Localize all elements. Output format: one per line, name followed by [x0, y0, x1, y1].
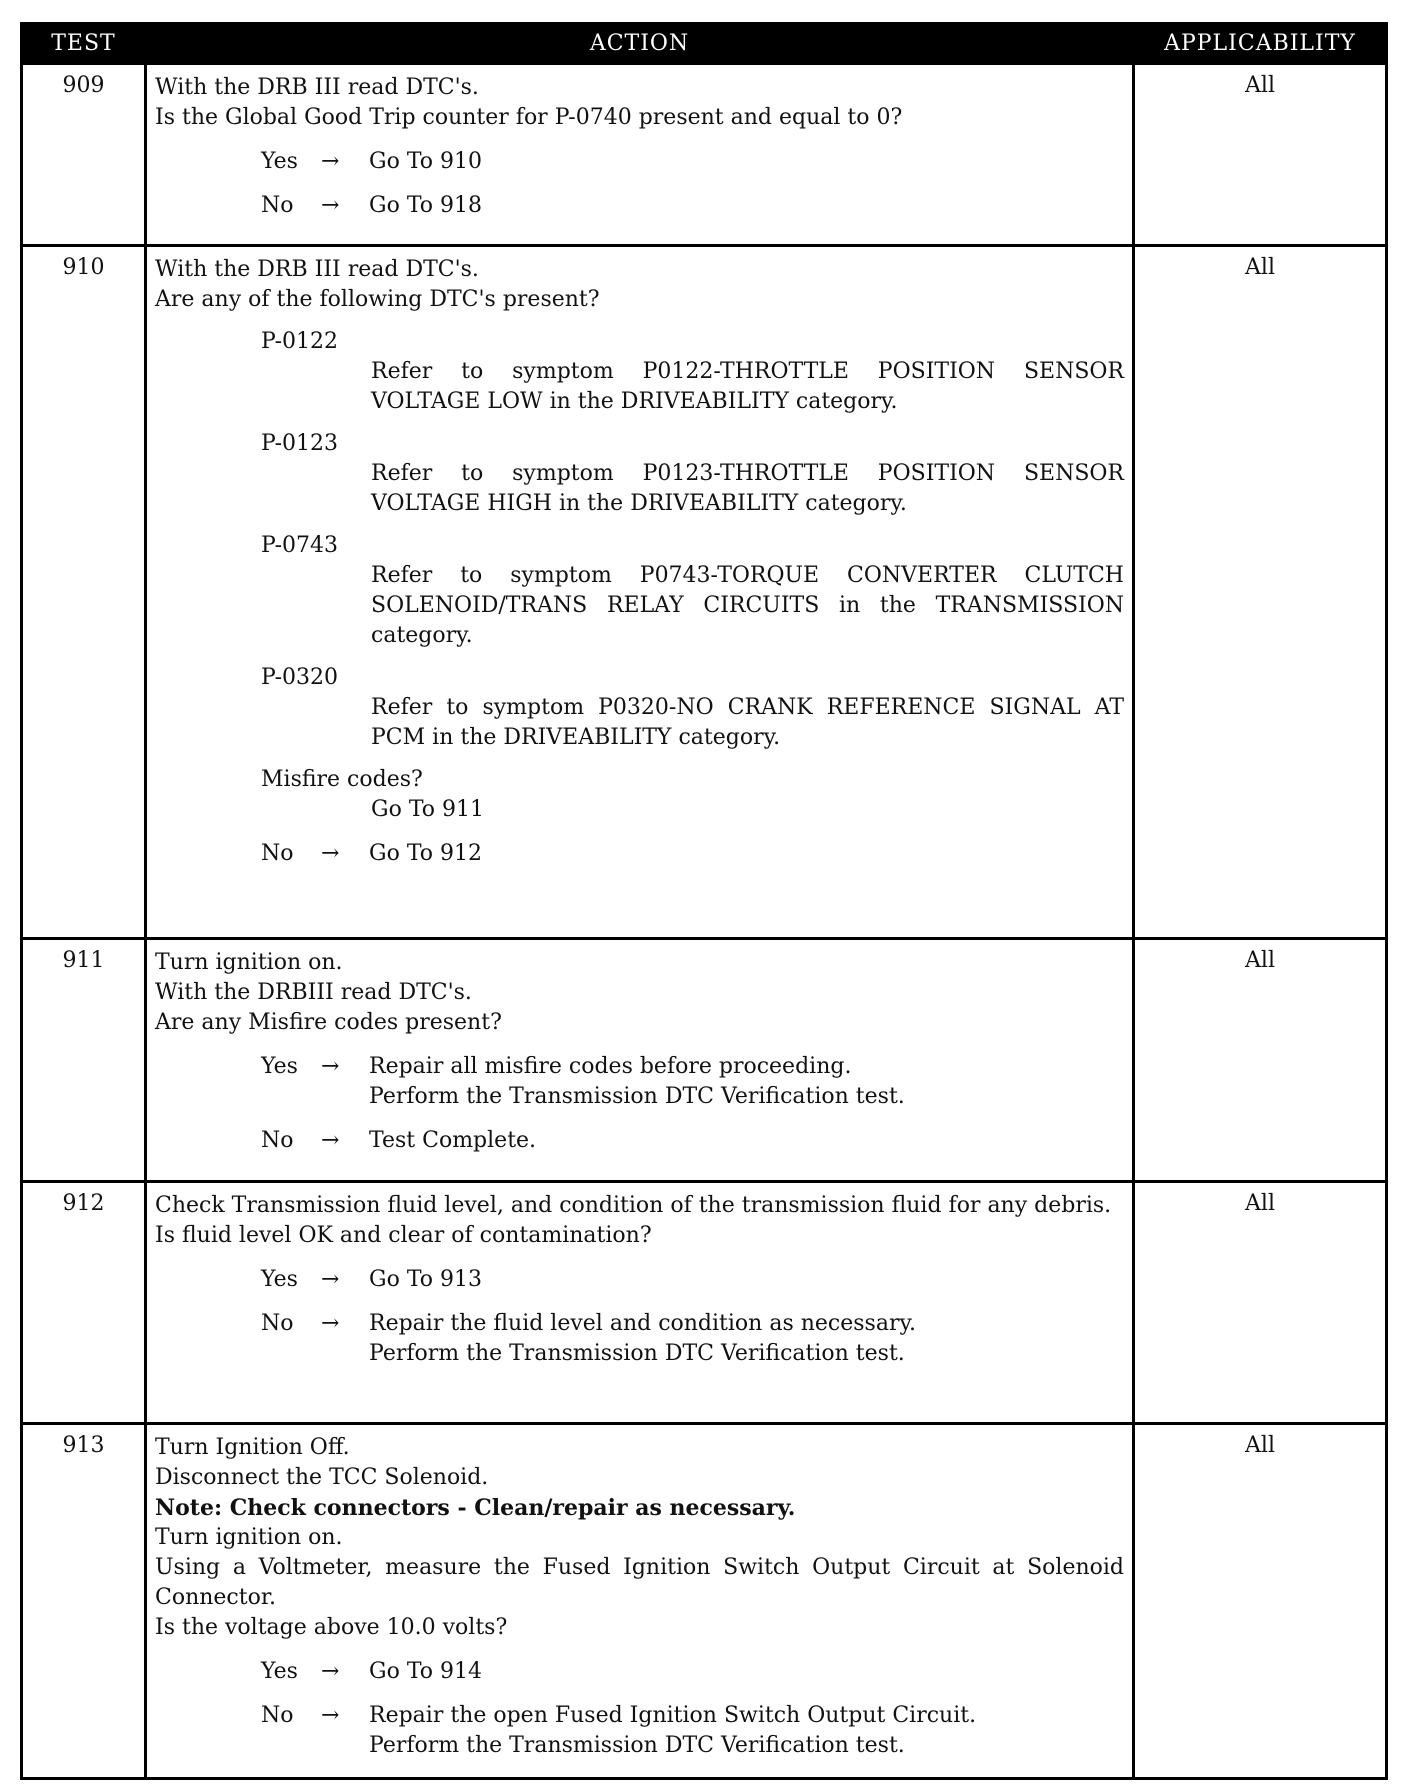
action-line: Using a Voltmeter, measure the Fused Ignition Switch Output Circuit at Solenoid Connector.: [155, 1555, 1124, 1610]
arrow-icon: →: [321, 1659, 340, 1684]
no-answer: [155, 1309, 1124, 1369]
action-line: Is fluid level OK and clear of contamination?: [155, 1223, 652, 1248]
result-line: Perform the Transmission DTC Verification test.: [369, 1733, 905, 1758]
no-result: [369, 1126, 1124, 1156]
action-line: Turn Ignition Off.: [155, 1435, 350, 1460]
dtc-reference: Refer to symptom P0320-NO CRANK REFERENCE SIGNAL AT PCM in the DRIVEABILITY category.: [371, 695, 1124, 750]
dtc-code: P-0743: [261, 533, 339, 558]
test-number: 909: [22, 64, 146, 246]
action-line: Turn ignition on.: [155, 950, 343, 975]
arrow-icon: →: [321, 1311, 340, 1336]
result-line: Perform the Transmission DTC Verification test.: [369, 1341, 905, 1366]
result-line: Go To 914: [369, 1659, 483, 1684]
action-cell: [146, 64, 1134, 246]
table-row: [22, 939, 1387, 1182]
action-line: Turn ignition on.: [155, 1525, 343, 1550]
action-line: Is the voltage above 10.0 volts?: [155, 1615, 508, 1640]
dtc-code: P-0320: [261, 665, 339, 690]
action-line: Disconnect the TCC Solenoid.: [155, 1465, 489, 1490]
no-result: [369, 191, 1124, 221]
result-line: Perform the Transmission DTC Verification test.: [369, 1084, 905, 1109]
action-cell: [146, 939, 1134, 1182]
table-row: [22, 1424, 1387, 1779]
yes-label: Yes: [261, 1659, 298, 1684]
no-result: [369, 1309, 1124, 1369]
test-number: 913: [22, 1424, 146, 1779]
action-cell: [146, 246, 1134, 939]
action-cell: [146, 1182, 1134, 1424]
result-line: Repair all misfire codes before proceeding.: [369, 1054, 852, 1079]
column-header-test: TEST: [22, 24, 146, 64]
table-header-row: [22, 24, 1387, 64]
applicability: All: [1134, 64, 1387, 246]
misfire-question: Misfire codes?: [261, 767, 423, 792]
no-answer: [155, 1701, 1124, 1761]
no-label: No: [261, 193, 294, 218]
dtc-reference: Refer to symptom P0123-THROTTLE POSITION SENSOR VOLTAGE HIGH in the DRIVEABILITY category.: [371, 461, 1124, 516]
diagnostic-test-table: [20, 22, 1388, 1780]
misfire-result: Go To 911: [371, 797, 485, 822]
no-answer: [155, 839, 1124, 869]
test-number: 911: [22, 939, 146, 1182]
table-row: [22, 64, 1387, 246]
result-line: Go To 910: [369, 149, 483, 174]
arrow-icon: →: [321, 1267, 340, 1292]
no-answer: [155, 191, 1124, 221]
result-line: Test Complete.: [369, 1128, 537, 1153]
column-header-applicability: APPLICABILITY: [1134, 24, 1387, 64]
yes-answer: [155, 1052, 1124, 1112]
action-line: Are any of the following DTC's present?: [155, 287, 600, 312]
yes-answer: [155, 1657, 1124, 1687]
no-result: [369, 839, 1124, 869]
result-line: Go To 918: [369, 193, 483, 218]
arrow-icon: →: [321, 149, 340, 174]
test-number: 912: [22, 1182, 146, 1424]
yes-answer: [155, 1265, 1124, 1295]
no-answer: [155, 1126, 1124, 1156]
arrow-icon: →: [321, 1128, 340, 1153]
table-row: [22, 246, 1387, 939]
no-result: [369, 1701, 1124, 1761]
arrow-icon: →: [321, 1703, 340, 1728]
yes-label: Yes: [261, 1054, 298, 1079]
yes-label: Yes: [261, 149, 298, 174]
dtc-code: P-0122: [261, 329, 339, 354]
result-line: Go To 913: [369, 1267, 483, 1292]
test-number: 910: [22, 246, 146, 939]
arrow-icon: →: [321, 193, 340, 218]
no-label: No: [261, 1311, 294, 1336]
no-label: No: [261, 1128, 294, 1153]
yes-result: [369, 147, 1124, 177]
yes-result: [369, 1265, 1124, 1295]
table-row: [22, 1182, 1387, 1424]
applicability: All: [1134, 1424, 1387, 1779]
action-line: With the DRB III read DTC's.: [155, 75, 479, 100]
dtc-reference: Refer to symptom P0743-TORQUE CONVERTER CLUTCH SOLENOID/TRANS RELAY CIRCUITS in the TRANSMISSION category.: [371, 563, 1124, 648]
yes-result: [369, 1657, 1124, 1687]
arrow-icon: →: [321, 841, 340, 866]
result-line: Repair the open Fused Ignition Switch Output Circuit.: [369, 1703, 977, 1728]
column-header-action: ACTION: [146, 24, 1134, 64]
result-line: Go To 912: [369, 841, 483, 866]
action-line: With the DRBIII read DTC's.: [155, 980, 472, 1005]
arrow-icon: →: [321, 1054, 340, 1079]
applicability: All: [1134, 939, 1387, 1182]
yes-result: [369, 1052, 1124, 1112]
dtc-code: P-0123: [261, 431, 339, 456]
action-line: Is the Global Good Trip counter for P-0740 present and equal to 0?: [155, 105, 903, 130]
no-label: No: [261, 841, 294, 866]
yes-label: Yes: [261, 1267, 298, 1292]
action-line: Are any Misfire codes present?: [155, 1010, 502, 1035]
result-line: Repair the fluid level and condition as necessary.: [369, 1311, 916, 1336]
procedure-page: [20, 22, 1385, 1780]
yes-answer: [155, 147, 1124, 177]
action-cell: [146, 1424, 1134, 1779]
note-text: Note: Check connectors - Clean/repair as necessary.: [155, 1495, 796, 1521]
dtc-reference: Refer to symptom P0122-THROTTLE POSITION SENSOR VOLTAGE LOW in the DRIVEABILITY category.: [371, 359, 1124, 414]
action-line: Check Transmission fluid level, and condition of the transmission fluid for any debris.: [155, 1193, 1112, 1218]
applicability: All: [1134, 246, 1387, 939]
no-label: No: [261, 1703, 294, 1728]
action-line: With the DRB III read DTC's.: [155, 257, 479, 282]
applicability: All: [1134, 1182, 1387, 1424]
